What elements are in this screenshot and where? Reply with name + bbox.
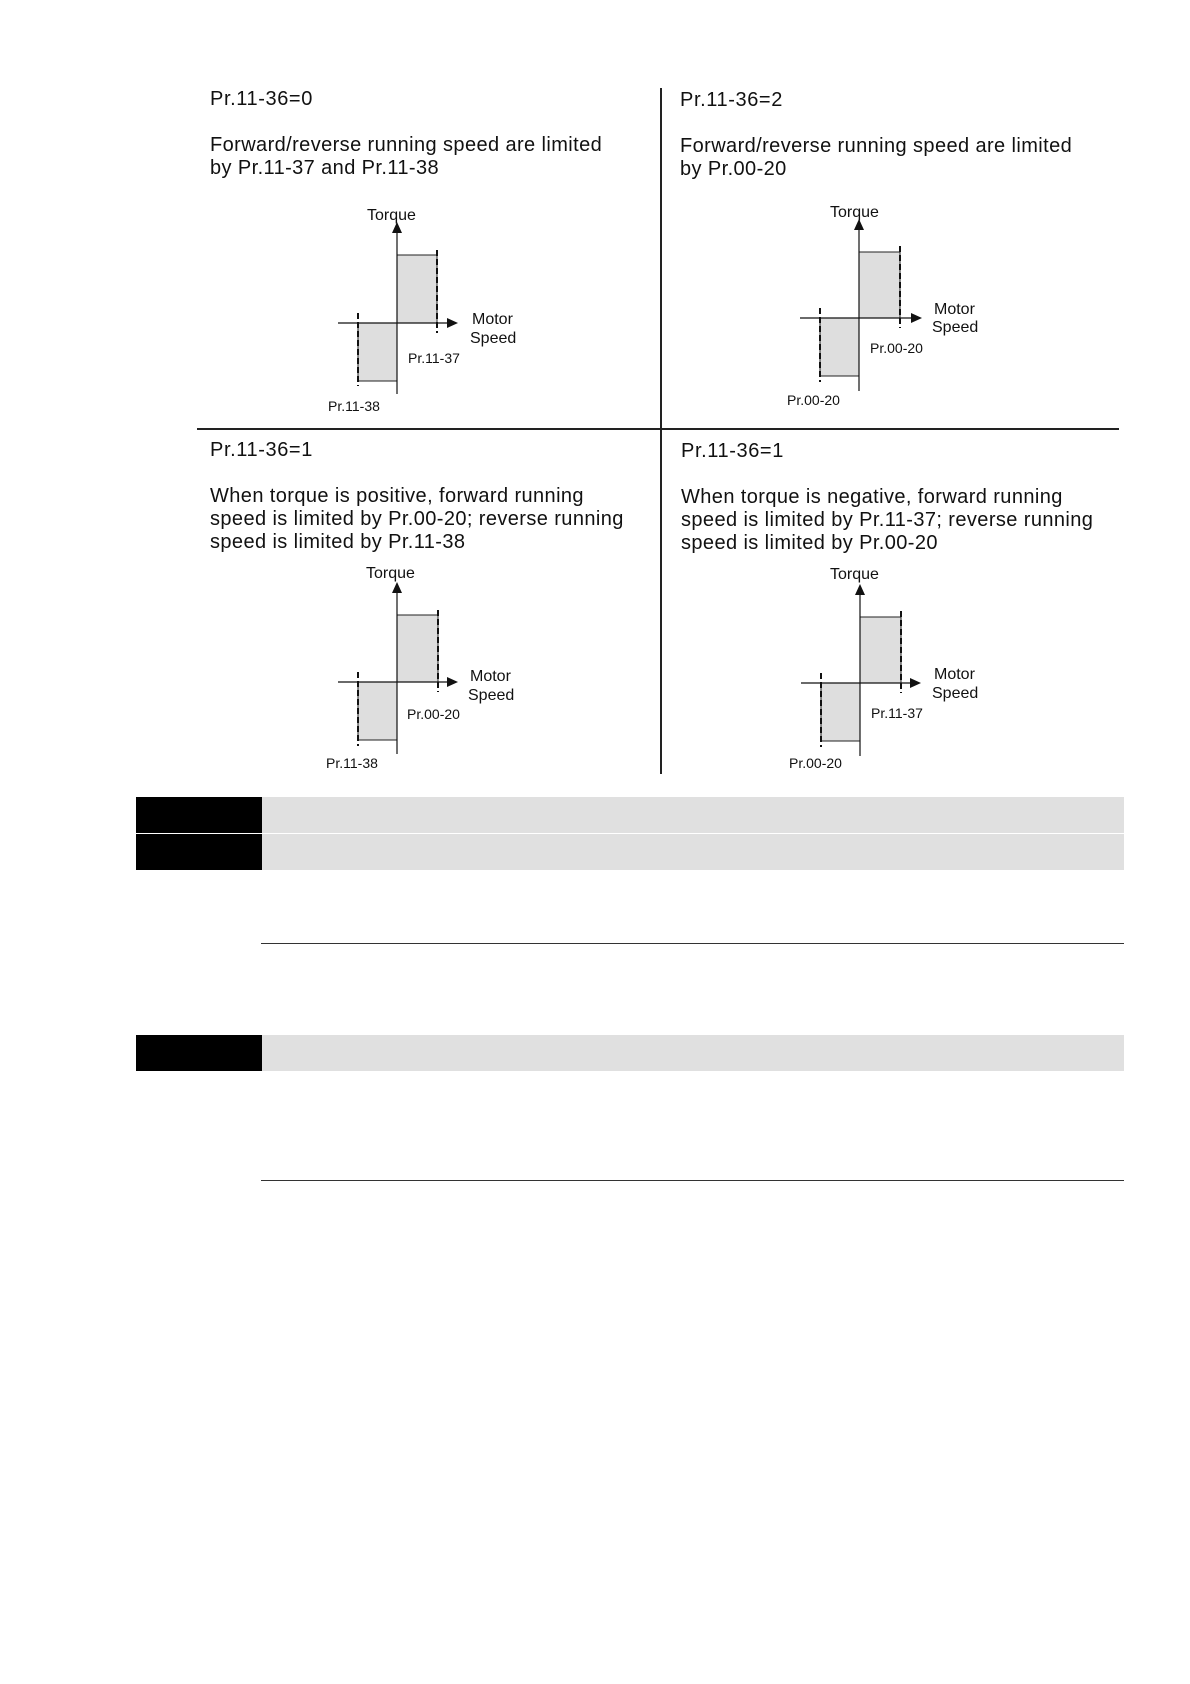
speed-label: Speed [932, 319, 979, 336]
quadrant-title: Pr.11-36=0 [210, 88, 313, 110]
pos-limit-label: Pr.00-20 [407, 706, 460, 722]
parameter-header-bar [136, 797, 1124, 833]
speed-axis-arrow [911, 313, 922, 323]
motor-label: Motor [472, 311, 513, 328]
parameter-number-cell [136, 1035, 262, 1071]
speed-axis-arrow [447, 318, 458, 328]
horizontal-divider [197, 428, 1119, 430]
speed-axis-arrow [910, 678, 921, 688]
motor-label: Motor [934, 666, 975, 683]
torque-speed-diagram [782, 197, 1002, 417]
parameter-header-bar [136, 834, 1124, 870]
pos-limit-label: Pr.11-37 [408, 350, 460, 366]
torque-label: Torque [367, 207, 416, 224]
torque-axis-arrow [855, 584, 865, 595]
torque-label: Torque [830, 204, 879, 221]
parameter-number-cell [136, 797, 262, 833]
speed-label: Speed [932, 685, 979, 702]
neg-limit-label: Pr.11-38 [326, 755, 378, 771]
torque-speed-diagram [320, 560, 540, 780]
positive-torque-region [397, 615, 438, 682]
negative-torque-region [358, 682, 397, 740]
speed-axis-arrow [447, 677, 458, 687]
pos-limit-label: Pr.11-37 [871, 705, 923, 721]
motor-label: Motor [934, 301, 975, 318]
negative-torque-region [358, 323, 397, 381]
quadrant-description: Forward/reverse running speed are limited by Pr.11-37 and Pr.11-38 [210, 134, 603, 179]
torque-speed-diagram [320, 200, 540, 420]
motor-label: Motor [470, 668, 511, 685]
quadrant-title: Pr.11-36=1 [681, 440, 784, 462]
quadrant-description: When torque is positive, forward running speed is limited by Pr.00-20; reverse running speed is limited by Pr.11-38 [210, 485, 624, 553]
neg-limit-label: Pr.11-38 [328, 398, 380, 414]
parameter-name-cell [262, 1035, 1124, 1071]
parameter-name-cell [262, 834, 1124, 870]
parameter-header-bar [136, 1035, 1124, 1071]
section-rule [261, 1180, 1124, 1181]
parameter-name-cell [262, 797, 1124, 833]
quadrant-description: When torque is negative, forward running speed is limited by Pr.11-37; reverse running speed is limited by Pr.00-20 [681, 486, 1094, 554]
pos-limit-label: Pr.00-20 [870, 340, 923, 356]
quadrant-description: Forward/reverse running speed are limited by Pr.00-20 [680, 135, 1073, 180]
speed-label: Speed [468, 687, 515, 704]
negative-torque-region [820, 318, 859, 376]
negative-torque-region [821, 683, 860, 741]
neg-limit-label: Pr.00-20 [787, 392, 840, 408]
positive-torque-region [860, 617, 901, 683]
positive-torque-region [397, 255, 437, 323]
torque-speed-diagram [783, 562, 1003, 782]
torque-label: Torque [830, 566, 879, 583]
torque-axis-arrow [392, 582, 402, 593]
quadrant-title: Pr.11-36=1 [210, 439, 313, 461]
vertical-divider [660, 88, 662, 774]
parameter-number-cell [136, 834, 262, 870]
speed-label: Speed [470, 330, 517, 347]
neg-limit-label: Pr.00-20 [789, 755, 842, 771]
positive-torque-region [859, 252, 900, 318]
section-rule [261, 943, 1124, 944]
quadrant-title: Pr.11-36=2 [680, 89, 783, 111]
torque-label: Torque [366, 565, 415, 582]
